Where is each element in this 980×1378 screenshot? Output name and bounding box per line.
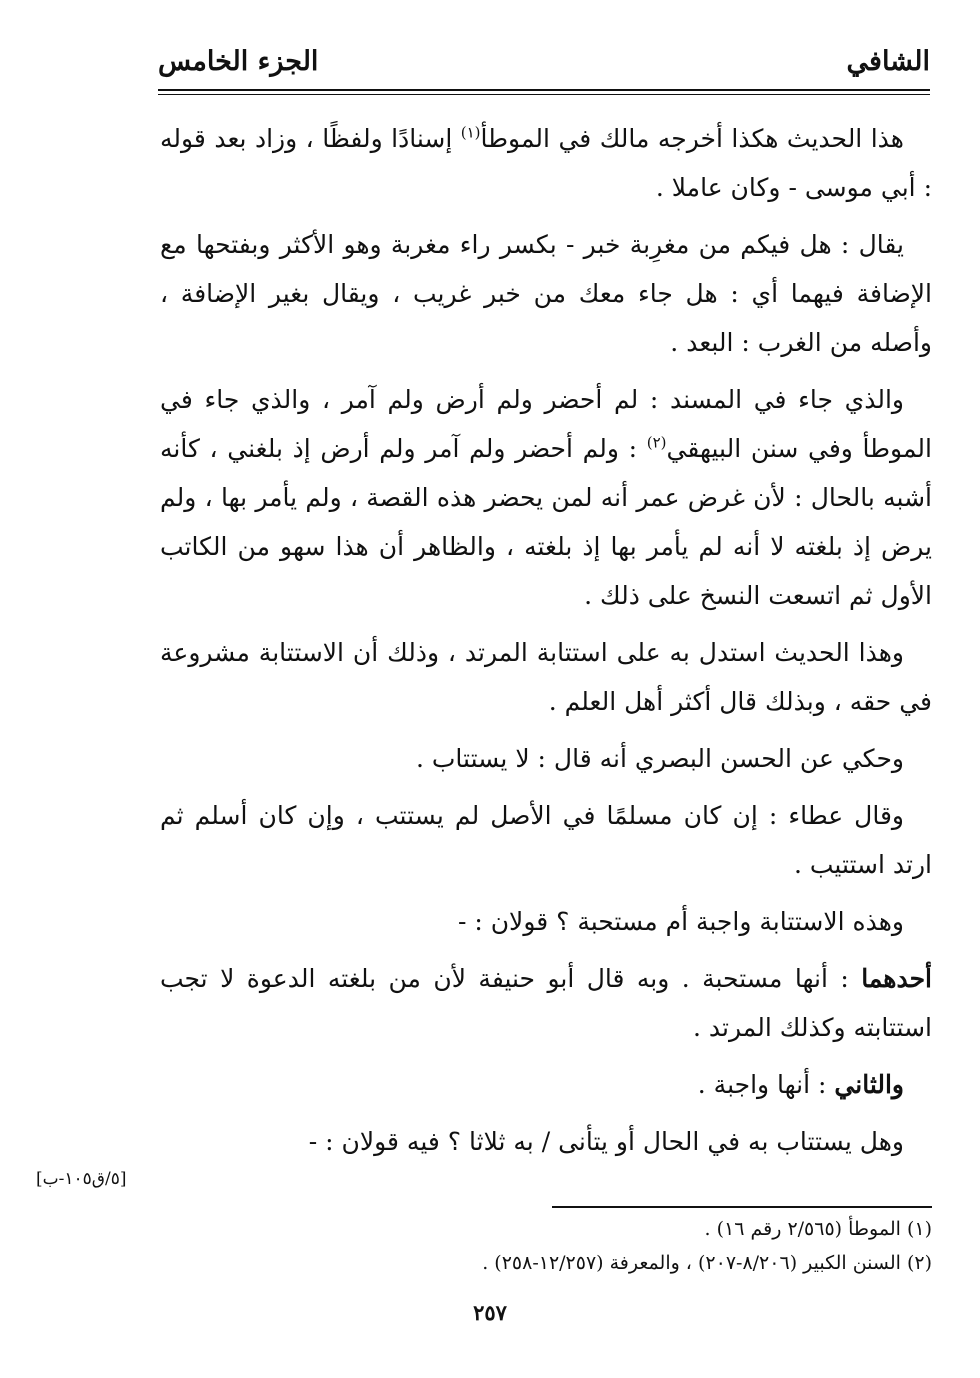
footnote-2: (٢) السنن الكبير (٨/٢٠٦-٢٠٧) ، والمعرفة (١٢/٢٥٧-٢٥٨) . (482, 1252, 932, 1274)
lead-word-first: أحدهما (861, 964, 932, 993)
header-rule (158, 89, 930, 91)
part-title: الجزء الخامس (158, 46, 319, 77)
paragraph-7: وهذه الاستتابة واجبة أم مستحبة ؟ قولان : - (457, 907, 904, 936)
footnote-ref-1: (١) (460, 123, 481, 142)
paragraph-8: أحدهما : أنها مستحبة . وبه قال أبو حنيفة لأن من بلغته الدعوة لا تجب استتابته وكذلك المرتد . (160, 964, 932, 1042)
paragraph-5: وحكي عن الحسن البصري أنه قال : لا يستتاب . (416, 744, 904, 773)
paragraph-3: والذي جاء في المسند : لم أحضر ولم أرض ولم آمر ، والذي جاء في الموطأ وفي سنن البيهقي$^{(٢)}$ : ولم أحضر ولم آمر ولم أرض إذ بلغني ، كأنه أشبه بالحال : لأن غرض عمر أنه لمن يحضر هذه القصة ، ولم يأمر بها ، ولم يرض إذ بلغته لا أنه لم يأمر بها إذ بلغته ، والظاهر أن هذا سهو من الكاتب الأول ثم اتسعت النسخ على ذلك . (160, 385, 932, 610)
book-title: الشافي (846, 46, 930, 77)
manuscript-folio-note: [٥/ق١٠٥-ب] (36, 1169, 127, 1189)
paragraph-10: وهل يستتاب به في الحال أو يتأنى / به ثلاثا ؟ فيه قولان : - (308, 1127, 904, 1156)
header-rule-thin (158, 94, 930, 95)
footnotes (160, 1212, 932, 1280)
page-number: ٢٥٧ (473, 1300, 507, 1325)
paragraph-1: هذا الحديث هكذا أخرجه مالك في الموطأ$^{(١)}$ إسنادًا ولفظًا ، وزاد بعد قوله : أبي موسى - وكان عاملا . (160, 123, 932, 202)
footnote-rule (552, 1206, 932, 1208)
footnote-ref-2: (٢) (646, 433, 667, 452)
lead-word-second: والثاني (834, 1070, 904, 1099)
paragraph-9: والثاني : أنها واجبة . (697, 1070, 904, 1099)
main-text (160, 114, 932, 1174)
paragraph-6: وقال عطاء : إن كان مسلمًا في الأصل لم يستتب ، وإن كان أسلم ثم ارتد استتيب . (160, 801, 932, 879)
paragraph-4: وهذا الحديث استدل به على استتابة المرتد ، وذلك أن الاستتابة مشروعة في حقه ، وبذلك قال أكثر أهل العلم . (160, 638, 932, 716)
page-header (158, 40, 930, 90)
paragraph-2: يقال : هل فيكم من مغرِبة خبر - بكسر راء مغربة وهو الأكثر وبفتحها مع الإضافة فيهما أي : هل جاء معك من خبر غريب ، ويقال بغير الإضافة ، وأصله من الغرب : البعد . (160, 230, 932, 357)
footnote-1: (١) الموطأ (٢/٥٦٥ رقم ١٦) . (704, 1218, 932, 1240)
